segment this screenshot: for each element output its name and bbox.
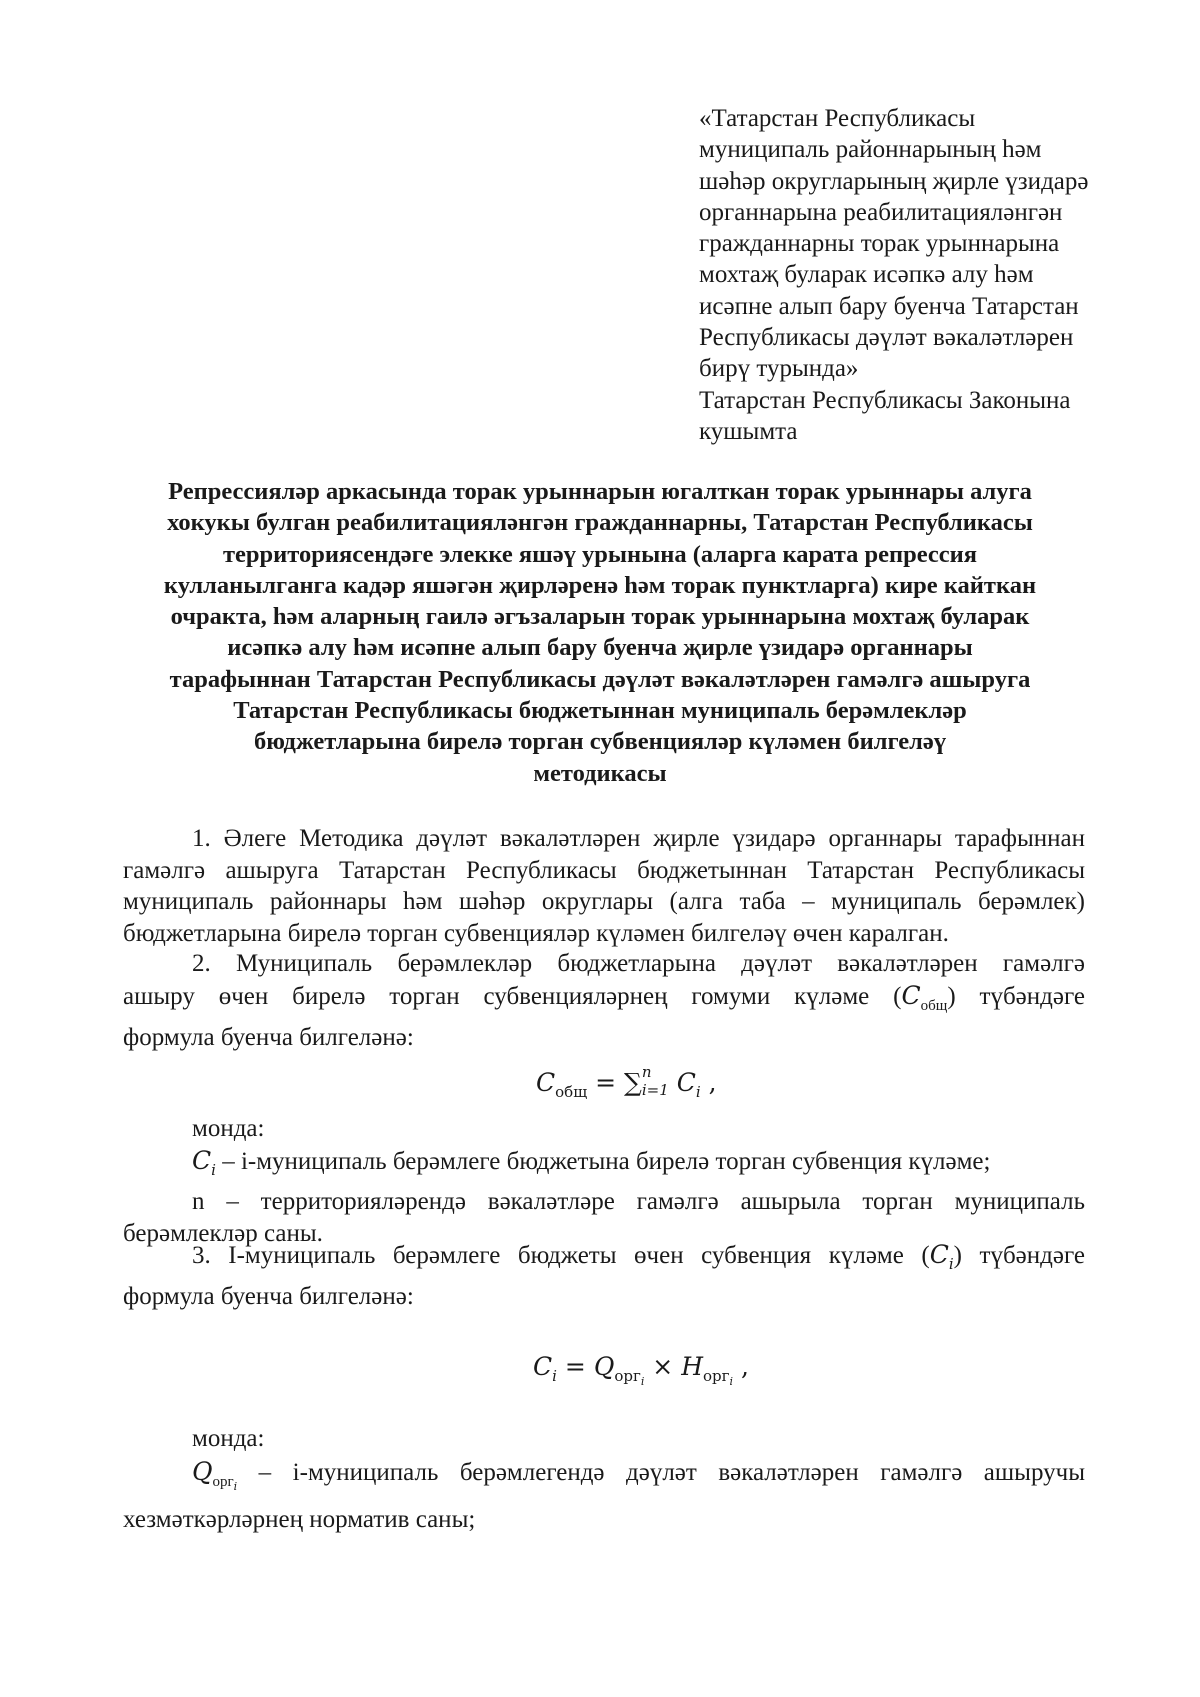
title-line: бюджетларына бирелә торган субвенцияләр күләмен билгеләү [253,728,947,756]
formula-lhs: C [533,1352,553,1381]
appendix-note [699,103,1159,447]
appendix-line: исәпне алып бару буенча Татарстан [699,292,1079,320]
formula-h-subsubscript: i [729,1375,734,1388]
paragraph-text: ашыру өчен бирелә торган субвенцияләрнең гомуми күләме ( [123,982,902,1010]
sum-icon: ∑ [624,1068,642,1097]
document-title [120,476,1080,789]
paragraph-text: ) түбәндәге [953,1242,1085,1269]
paragraph-text: ) түбәндәге [947,982,1085,1010]
appendix-line: шәһәр округларының җирле үзидарә [699,167,1089,195]
symbol-subscript: i [948,1255,954,1273]
formula-q-subscript: орг [614,1367,641,1385]
symbol-subscript [212,1474,238,1493]
paragraph-3 [123,1239,1085,1312]
appendix-line: органнарына реабилитацияләнгән [699,198,1063,226]
symbol-subscript: общ [920,997,948,1014]
where-label: монда: [192,1115,265,1142]
paragraph-1 [123,823,1085,949]
formula-municipal-subvention [533,1352,749,1388]
formula-lhs-subscript: общ [555,1083,588,1101]
multiply-icon: × [652,1352,674,1381]
definitions-2 [123,1422,1085,1536]
definition-q [123,1455,1085,1503]
title-line: Репрессияләр аркасында торак урыннарын югалткан торак урыннары алуга [168,478,1032,505]
formula-lhs-subscript: i [552,1367,557,1385]
paragraph-line: 2. Муниципаль берәмлекләр бюджетларына дәүләт вәкаләтләрен гамәлгә [192,950,1085,977]
formula-lhs: C [536,1068,556,1097]
appendix-line: Республикасы дәүләт вәкаләтләрен [699,324,1074,352]
formula-comma: , [708,1068,717,1097]
definition-text: – i-муниципаль берәмлеге бюджетына бирелә торган субвенция күләме; [215,1147,991,1175]
title-line: Татарстан Республикасы бюджетыннан муниципаль берәмлекләр [233,697,967,725]
formula-term: C [676,1068,696,1097]
symbol-subscript: i [211,1160,216,1179]
definition-text: – i-муниципаль берәмлегендә дәүләт вәкаләтләрен гамәлгә ашыручы [237,1459,1085,1486]
appendix-line: бирү турында» [699,355,859,383]
paragraph-text: 3. I-муниципаль берәмлеге бюджеты өчен субвенция күләме ( [192,1242,930,1269]
paragraph-line: бюджетларына бирелә торган субвенцияләр күләмен билгеләү өчен каралган. [123,919,949,947]
title-line: кулланылганга кадәр яшәгән җирләренә һәм торак пунктларга) кире кайткан [163,571,1037,599]
title-line: исәпкә алу һәм исәпне алып бару буенча җирле үзидарә органнары [227,634,973,662]
definition-q-cont: хезмәткәрләрнең норматив саны; [123,1506,476,1533]
title-line: тарафыннан Татарстан Республикасы дәүләт вәкаләтләрен гамәлгә ашыруга [169,665,1031,693]
formula-q-subsubscript: i [640,1375,645,1388]
paragraph-2 [123,948,1085,1054]
paragraph-line: гамәлгә ашыруга Татарстан Республикасы бюджетыннан Татарстан Республикасы [123,856,1085,884]
formula-total-subvention [536,1062,717,1101]
sum-lower-limit: i=1 [641,1080,669,1099]
paragraph-line: формула буенча билгеләнә: [123,1024,414,1051]
appendix-line: «Татарстан Республикасы [699,105,976,132]
sum-upper-limit: n [641,1062,652,1081]
definition-n-cont: берәмлекләр саны. [123,1219,323,1247]
symbol-q: Q [192,1457,213,1486]
formula-comma: , [741,1352,749,1381]
appendix-line: муниципаль районнарының һәм [699,136,1042,164]
formula-equals: = [595,1068,617,1097]
formula-equals: = [564,1352,586,1381]
title-line: хокукы булган реабилитацияләнгән гражданнарны, Татарстан Республикасы [167,509,1033,537]
symbol-c: C [929,1240,949,1269]
appendix-line: кушымта [699,417,798,445]
definition-ci [123,1145,1085,1187]
paragraph-line: муниципаль районнары һәм шәһәр округлары (алга таба – муниципаль берәмлек) [123,888,1085,915]
appendix-line: гражданнарны торак урыннарына [699,230,1060,258]
symbol-subscript-text: орг [212,1474,234,1490]
title-line: территориясендәге элекке яшәү урынына (аларга карата репрессия [222,540,977,568]
paragraph-line: 1. Әлеге Методика дәүләт вәкаләтләрен җирле үзидарә органнары тарафыннан [192,825,1085,852]
paragraph-line [123,980,1085,1023]
formula-term-subscript: i [695,1083,701,1101]
symbol-subsubscript: i [233,1480,238,1493]
formula-h-subscript: орг [703,1367,730,1385]
title-line: методикасы [533,759,667,787]
appendix-line: мохтаҗ буларак исәпкә алу һәм [699,261,1034,289]
formula-q: Q [593,1352,615,1381]
formula-h: H [681,1352,704,1381]
paragraph-line: формула буенча билгеләнә: [123,1282,414,1310]
paragraph-line [123,1239,1085,1281]
appendix-line: Татарстан Республикасы Законына [699,386,1071,414]
symbol-c: C [192,1145,212,1175]
definition-n: n – территорияләрендә вәкаләтләре гамәлгә ашырыла торган муниципаль [192,1188,1085,1215]
where-label: монда: [192,1425,265,1452]
symbol-c: C [901,980,921,1010]
definitions-1 [123,1113,1085,1249]
title-line: очракта, һәм аларның гаилә әгъзаларын торак урыннарына мохтаҗ буларак [170,603,1030,631]
